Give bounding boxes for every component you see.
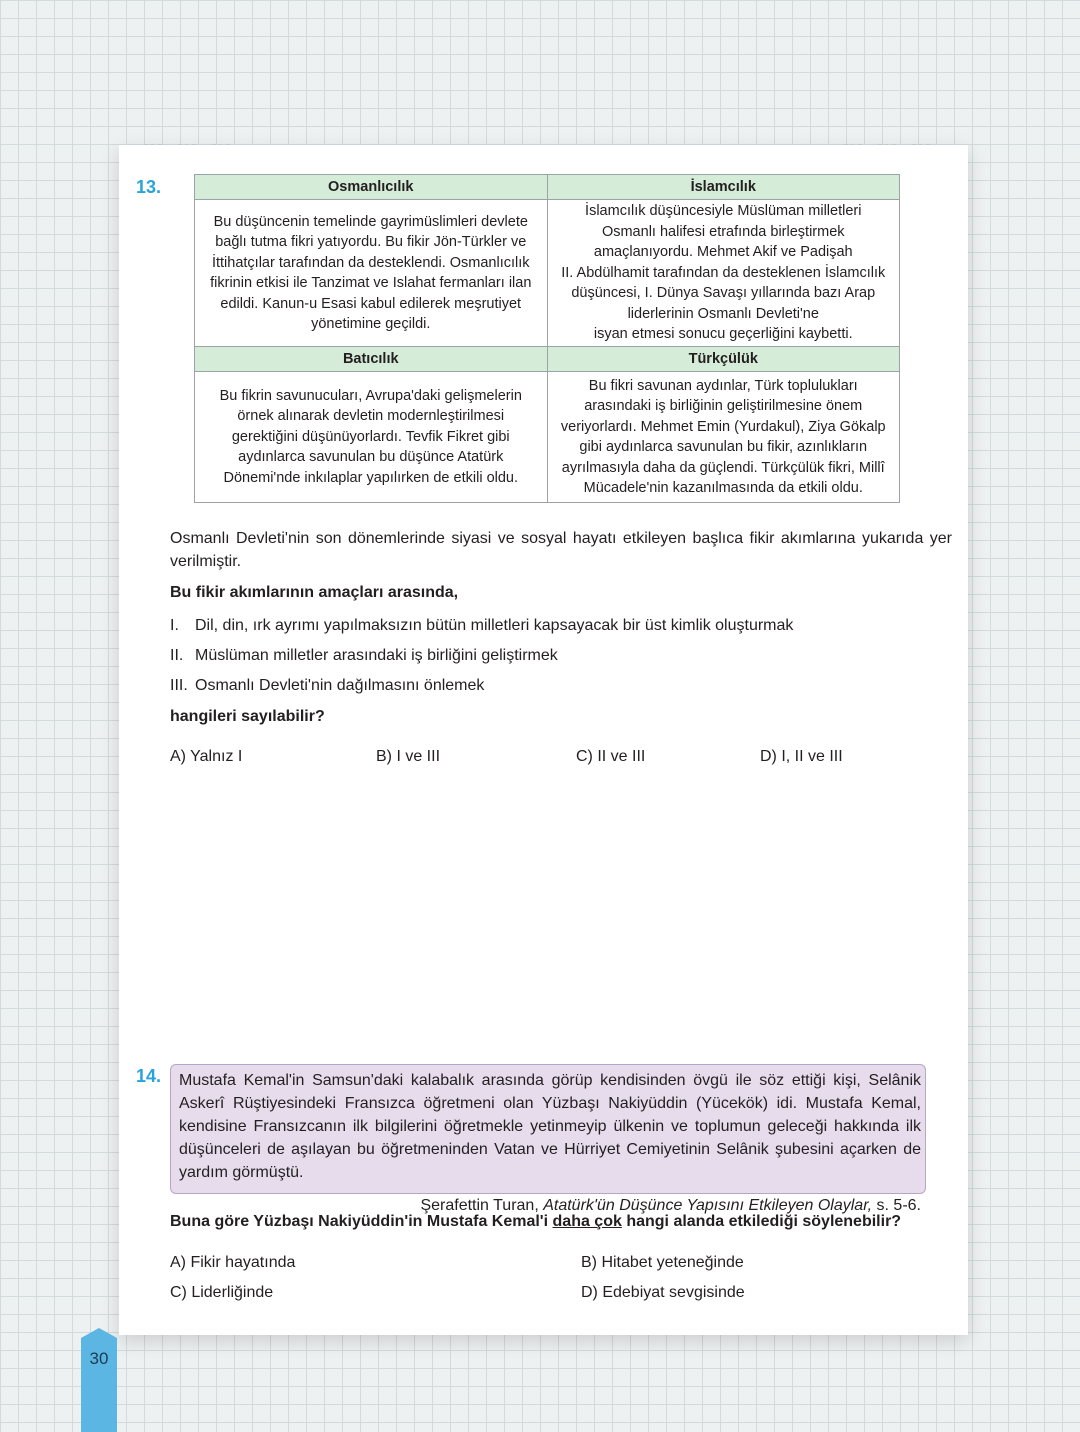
question-13-number: 13.: [136, 177, 162, 197]
question-13-question: hangileri sayılabilir?: [170, 708, 325, 725]
question-14-passage-box: [170, 1064, 926, 1214]
islamcilik-header: İslamcılık: [547, 175, 900, 200]
question-14-source: Şerafettin Turan, Atatürk'ün Düşünce Yapısını Etkileyen Olaylar, s. 5-6.: [420, 1197, 921, 1214]
question-14-option-d[interactable]: D) Edebiyat sevgisinde: [581, 1284, 745, 1301]
question-13-option-b[interactable]: B) I ve III: [376, 748, 441, 765]
osmanlicilik-cell: Bu düşüncenin temelinde gayrimüslimleri devlete bağlı tutma fikri yatıyordu. Bu fikir Jön-Türkler ve İttihatçılar tarafından da desteklendi. Osmanlıcılık fikrinin etkisi ile Tanzimat ve Islahat fermanları ilan edildi. Kanun-u Esasi kabul edilerek meşrutiyet yönetimine geçildi.: [195, 200, 548, 347]
page-number-tab: [81, 1338, 117, 1432]
question-13-option-c[interactable]: C) II ve III: [576, 748, 646, 765]
baticilik-header: Batıcılık: [195, 347, 548, 372]
question-14-question: Buna göre Yüzbaşı Nakiyüddin'in Mustafa Kemal'i daha çok hangi alanda etkilediği söylenebilir?: [170, 1213, 902, 1230]
question-14-option-c[interactable]: C) Liderliğinde: [170, 1284, 274, 1301]
turkculuk-cell: Bu fikri savunan aydınlar, Türk toplulukları arasındaki iş birliğinin geliştirilmesine önem veriyorlardı. Mehmet Emin (Yurdakul), Ziya Gökalp gibi aydınlarca savunulan bu fikir, azınlıkların ayrılmasıyla daha da güçlendi. Türkçülük fikri, Millî Mücadele'nin kazanılmasında da etkili oldu.: [547, 372, 900, 503]
ideas-table: [194, 174, 900, 503]
question-13-option-d[interactable]: D) I, II ve III: [760, 748, 843, 765]
islamcilik-cell: İslamcılık düşüncesiyle Müslüman milletleri Osmanlı halifesi etrafında birleştirmek amaçlanıyordu. Mehmet Akif ve Padişah II. Abdülhamit tarafından da desteklenen İslamcılık düşüncesi, I. Dünya Savaşı yıllarında bazı Arap liderlerinin Osmanlı Devleti'ne isyan etmesi sonucu geçerliğini kaybetti.: [547, 200, 900, 347]
question-14-option-a[interactable]: A) Fikir hayatında: [170, 1254, 296, 1271]
question-14-option-b[interactable]: B) Hitabet yeteneğinde: [581, 1254, 744, 1271]
question-13-item-1: I. Dil, din, ırk ayrımı yapılmaksızın bütün milletleri kapsayacak bir üst kimlik oluşturmak: [170, 617, 794, 634]
question-13-item-3: III. Osmanlı Devleti'nin dağılmasını önlemek: [170, 677, 485, 694]
baticilik-cell: Bu fikrin savunucuları, Avrupa'daki gelişmelerin örnek alınarak devletin modernleştirilmesi gerektiğini düşünüyorlardı. Tevfik Fikret gibi aydınlarca savunulan bu düşünce Atatürk Dönemi'nde inkılaplar yapılırken de etkili oldu.: [195, 372, 548, 503]
question-13-intro: Osmanlı Devleti'nin son dönemlerinde siyasi ve sosyal hayatı etkileyen başlıca fikir akımlarına yukarıda yer verilmiştir.: [170, 530, 952, 570]
question-13-option-a[interactable]: A) Yalnız I: [170, 748, 243, 765]
question-14-number: 14.: [136, 1066, 162, 1086]
turkculuk-header: Türkçülük: [547, 347, 900, 372]
page-number: 30: [89, 1349, 109, 1368]
osmanlicilik-header: Osmanlıcılık: [195, 175, 548, 200]
question-13-stem: Bu fikir akımlarının amaçları arasında,: [170, 584, 459, 601]
question-14-passage: Mustafa Kemal'in Samsun'daki kalabalık arasında görüp kendisinden övgü ile söz ettiği kişi, Selânik Askerî Rüştiyesindeki Fransızca öğretmeni olan Yüzbaşı Nakiyüddin (Yücekök) idi. Mustafa Kemal, kendisine Fransızcanın ilk bilgilerini öğretmekle yetinmeyip ülkenin ve toplumun geleceği hakkında ilk düşünceleri de aşılayan bu öğretmeninden Vatan ve Hürriyet Cemiyetinin Selânik şubesini açarken de yardım görmüştü.: [179, 1072, 921, 1181]
question-13-item-2: II. Müslüman milletler arasındaki iş birliğini geliştirmek: [170, 647, 558, 664]
